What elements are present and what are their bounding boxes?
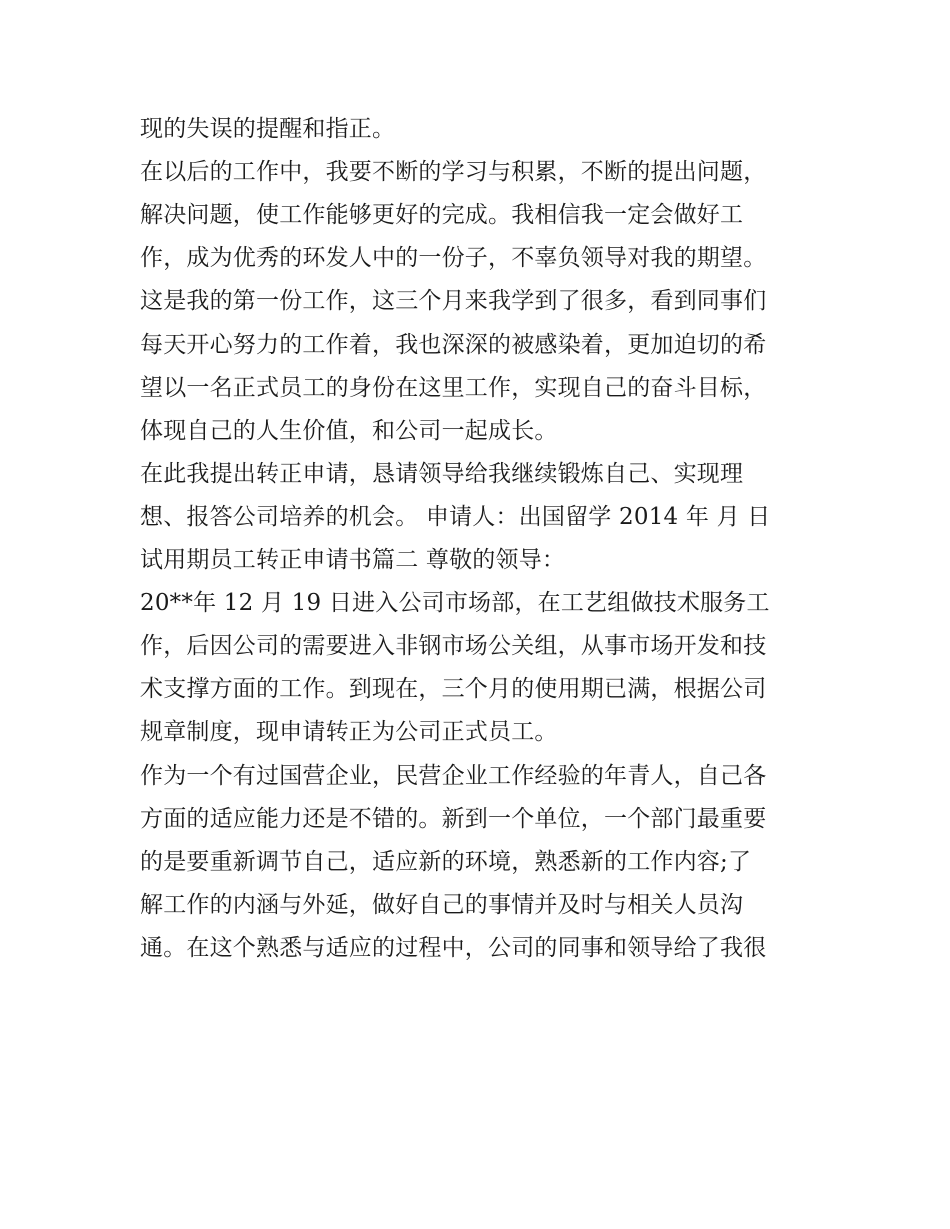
text-line: 体现自己的人生价值，和公司一起成长。 [140,418,558,444]
text-line: 这是我的第一份工作，这三个月来我学到了很多，看到同事们 [140,288,767,314]
text-line: 作，后因公司的需要进入非钢市场公关组，从事市场开发和技 [140,633,767,659]
text-line: 想、报答公司培养的机会。 申请人：出国留学 2014 年 月 日 [140,504,771,530]
text-line: 通。在这个熟悉与适应的过程中，公司的同事和领导给了我很 [140,935,767,961]
text-line: 作，成为优秀的环发人中的一份子，不辜负领导对我的期望。 [140,245,767,271]
text-line: 每天开心努力的工作着，我也深深的被感染着，更加迫切的希 [140,332,767,358]
text-line: 试用期员工转正申请书篇二 尊敬的领导： [140,547,566,573]
text-line: 规章制度，现申请转正为公司正式员工。 [140,719,558,745]
text-line: 在此我提出转正申请，恳请领导给我继续锻炼自己、实现理 [140,461,744,487]
text-line: 在以后的工作中，我要不断的学习与积累，不断的提出问题， [140,159,767,185]
text-line: 的是要重新调节自己，适应新的环境，熟悉新的工作内容;了 [140,849,752,875]
text-line: 解决问题，使工作能够更好的完成。我相信我一定会做好工 [140,202,744,228]
text-line: 术支撑方面的工作。到现在，三个月的使用期已满，根据公司 [140,676,767,702]
text-line: 作为一个有过国营企业，民营企业工作经验的年青人，自己各 [140,763,767,789]
text-line: 望以一名正式员工的身份在这里工作，实现自己的奋斗目标， [140,375,767,401]
text-line: 方面的适应能力还是不错的。新到一个单位，一个部门最重要 [140,806,767,832]
text-line: 解工作的内涵与外延，做好自己的事情并及时与相关人员沟 [140,892,744,918]
text-line: 20**年 12 月 19 日进入公司市场部，在工艺组做技术服务工 [140,590,770,616]
text-line: 现的失误的提醒和指正。 [140,116,396,142]
